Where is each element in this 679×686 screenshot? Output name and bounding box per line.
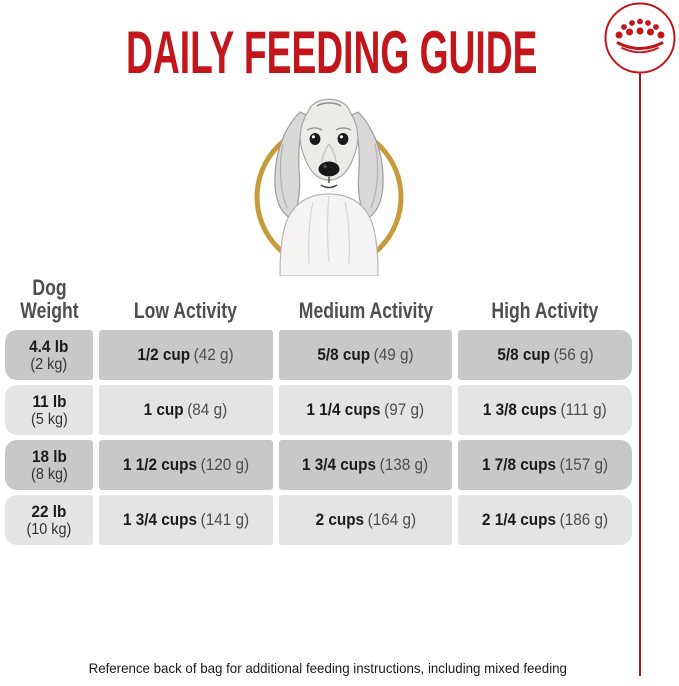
- royal-canin-crown-icon: [603, 1, 677, 75]
- serving-cell: [458, 385, 632, 435]
- weight-kg: (8 kg): [30, 465, 68, 483]
- weight-lb: 4.4 lb: [29, 336, 69, 356]
- table-row: [5, 440, 632, 490]
- serving-amount: 2 1/4 cups: [482, 510, 557, 529]
- dog-weight-label-line1: Dog: [31, 275, 67, 300]
- serving-grams: (120 g): [200, 455, 249, 474]
- dog-weight-label-line2: Weight: [19, 298, 79, 323]
- serving-grams: (56 g): [553, 345, 594, 364]
- serving-amount: 1 7/8 cups: [482, 455, 557, 474]
- serving-grams: (42 g): [194, 345, 234, 364]
- serving-amount: 1/2 cup: [137, 345, 191, 364]
- serving-amount: 2 cups: [315, 510, 364, 529]
- dog-illustration: [243, 84, 415, 276]
- serving-grams: (186 g): [559, 510, 609, 529]
- serving-grams: (164 g): [367, 510, 416, 529]
- weight-cell: [5, 385, 93, 435]
- serving-amount: 1 3/4 cups: [302, 455, 377, 474]
- serving-cell: [99, 330, 273, 380]
- serving-cell: [458, 330, 632, 380]
- serving-amount: 1 cup: [144, 400, 185, 419]
- serving-cell: [458, 495, 632, 545]
- weight-lb: 22 lb: [31, 501, 67, 521]
- weight-cell: [5, 495, 93, 545]
- serving-amount: 1 1/4 cups: [306, 400, 381, 419]
- weight-lb: 11 lb: [31, 391, 67, 411]
- serving-grams: (157 g): [559, 455, 609, 474]
- serving-grams: (49 g): [373, 345, 414, 364]
- brand-logo: [603, 1, 677, 75]
- serving-cell: [99, 495, 273, 545]
- table-row: [5, 495, 632, 545]
- serving-cell: [279, 385, 453, 435]
- serving-cell: [99, 440, 273, 490]
- serving-grams: (141 g): [200, 510, 249, 529]
- serving-amount: 1 1/2 cups: [122, 455, 197, 474]
- weight-kg: (5 kg): [30, 410, 68, 428]
- table-row: [5, 330, 632, 380]
- weight-cell: [5, 440, 93, 490]
- page-title-text: DAILY FEEDING GUIDE: [126, 19, 538, 86]
- column-header-high-activity: High Activity: [491, 298, 599, 323]
- column-header-dog-weight: [5, 276, 93, 322]
- table-row: [5, 385, 632, 435]
- weight-kg: (2 kg): [30, 355, 68, 373]
- column-header-medium-activity: Medium Activity: [298, 298, 433, 323]
- footer-note-text: Reference back of bag for additional feeding instructions, including mixed feeding: [88, 660, 567, 676]
- weight-cell: [5, 330, 93, 380]
- page-title: [0, 19, 655, 86]
- serving-cell: [99, 385, 273, 435]
- feeding-table: [5, 258, 632, 550]
- serving-amount: 1 3/4 cups: [122, 510, 197, 529]
- column-header-low-activity: Low Activity: [134, 298, 238, 323]
- table-header-row: [5, 258, 632, 330]
- serving-cell: [458, 440, 632, 490]
- serving-cell: [279, 330, 453, 380]
- vertical-accent-line: [639, 72, 641, 676]
- serving-grams: (84 g): [187, 400, 228, 419]
- serving-grams: (111 g): [560, 400, 608, 419]
- serving-cell: [279, 495, 453, 545]
- weight-lb: 18 lb: [31, 446, 67, 466]
- footer-note: [0, 660, 655, 676]
- dachshund-icon: [243, 84, 415, 276]
- serving-grams: (138 g): [380, 455, 429, 474]
- serving-grams: (97 g): [384, 400, 425, 419]
- serving-amount: 1 3/8 cups: [483, 400, 558, 419]
- serving-cell: [279, 440, 453, 490]
- serving-amount: 5/8 cup: [497, 345, 550, 364]
- weight-kg: (10 kg): [26, 520, 72, 538]
- serving-amount: 5/8 cup: [317, 345, 371, 364]
